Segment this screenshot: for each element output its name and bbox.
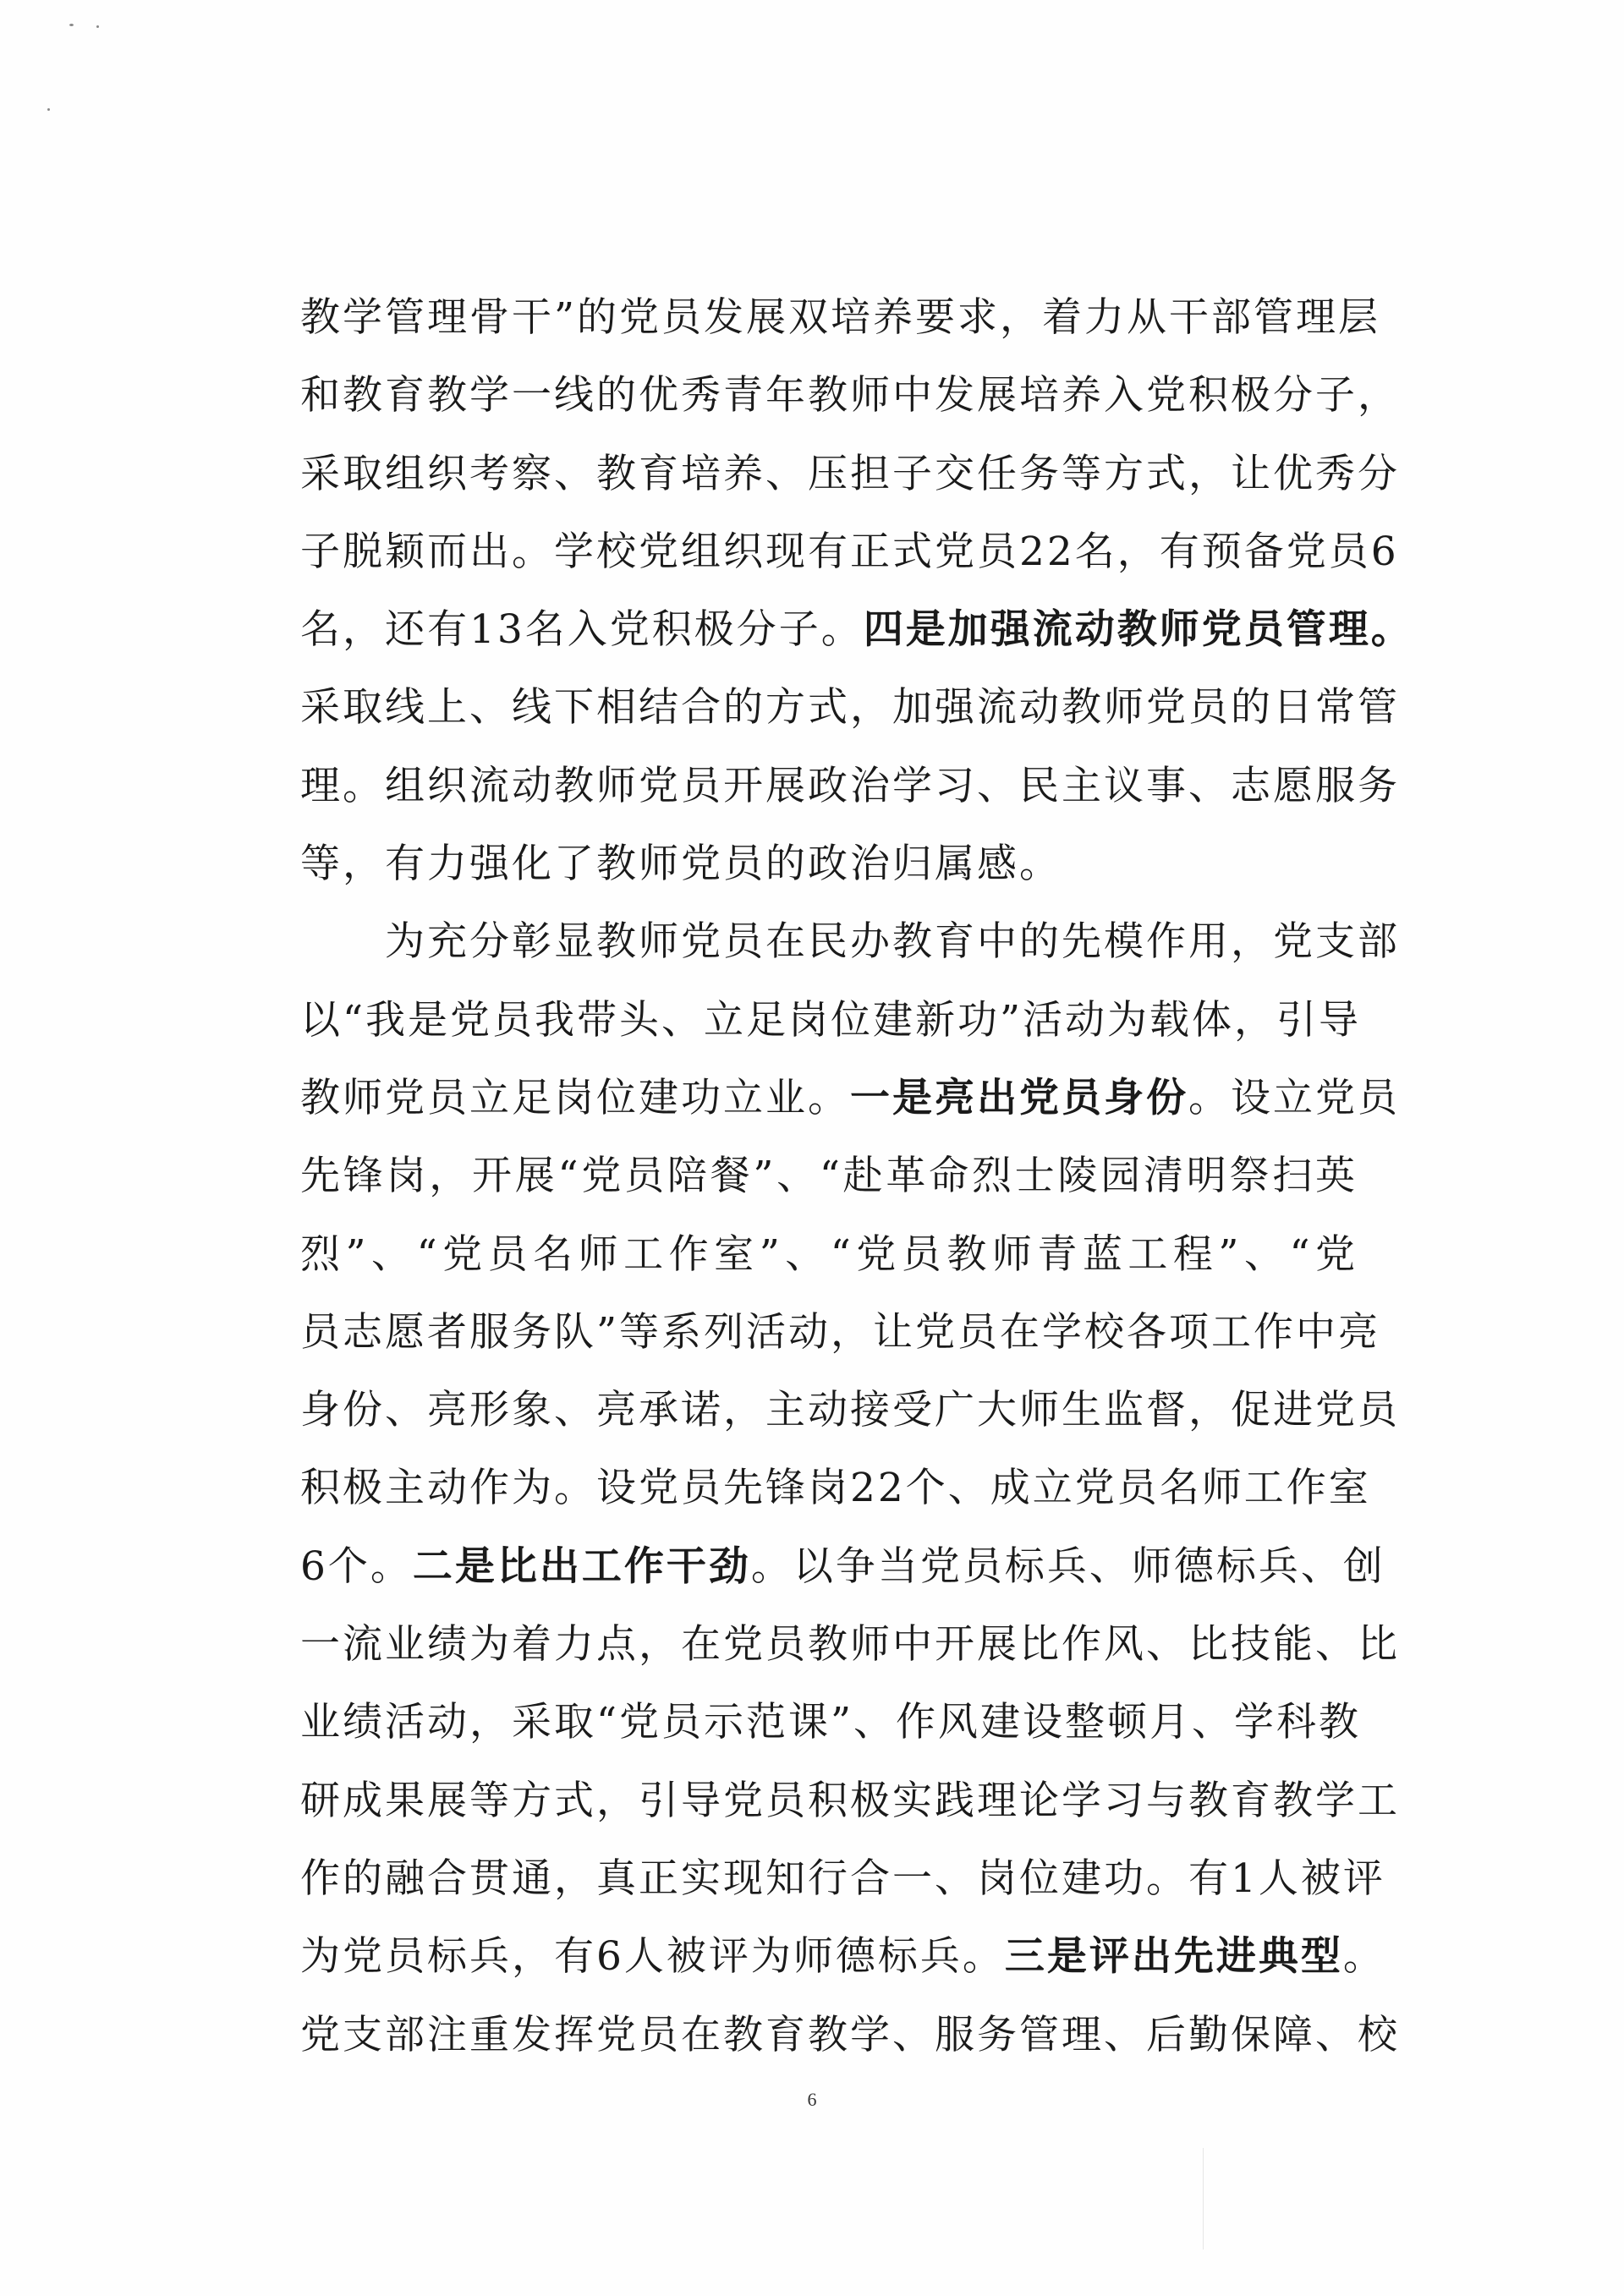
text-run: 烈”、“党员名师工作室”、“党员教师青蓝工程”、“党: [300, 1230, 1358, 1278]
scan-speck: [69, 24, 74, 26]
bold-heading-run: 四是加强流动教师党员管理。: [863, 606, 1413, 654]
text-run: 。设立党员: [1188, 1074, 1400, 1121]
text-line: [300, 1294, 1381, 1372]
text-line: [300, 1762, 1400, 1840]
text-line: [300, 903, 1400, 981]
text-line: [300, 1528, 1385, 1606]
text-run: 作的融合贯通，真正实现知行合一、岗位建功。有1人被评: [300, 1855, 1385, 1902]
text-line: [300, 1997, 1400, 2074]
text-run: 为充分彰显教师党员在民办教育中的先模作用，党支部: [385, 918, 1400, 966]
text-run: 等，有力强化了教师党员的政治归属感。: [300, 841, 1062, 888]
text-line: [300, 357, 1400, 435]
page-number: 6: [807, 2089, 817, 2110]
text-run: 教师党员立足岗位建功立业。: [300, 1074, 850, 1121]
text-line: [300, 1060, 1400, 1137]
document-body: [300, 279, 1413, 2074]
text-line: [300, 1918, 1385, 1996]
text-run: 子脱颖而出。学校党组织现有正式党员22名，有预备党员6: [300, 528, 1399, 575]
text-run: 为党员标兵，有6人被评为师德标兵。: [300, 1933, 1005, 1981]
scan-speck: [96, 25, 99, 28]
text-run: 。以争当党员标兵、师德标兵、创: [750, 1543, 1385, 1590]
scan-margin-line: [1203, 2148, 1204, 2249]
text-line: [300, 825, 1358, 903]
bold-heading-run: 三是评出先进典型: [1004, 1933, 1343, 1981]
text-run: 名，还有13名入党积极分子。: [300, 606, 864, 654]
text-run: 党支部注重发挥党员在教育教学、服务管理、后勤保障、校: [300, 2011, 1400, 2058]
text-run: 采取线上、线下相结合的方式，加强流动教师党员的日常管: [300, 684, 1400, 732]
text-run: 一流业绩为着力点，在党员教师中开展比作风、比技能、比: [300, 1621, 1400, 1669]
text-run: 理。组织流动教师党员开展政治学习、民主议事、志愿服务: [300, 762, 1400, 809]
text-run: 采取组织考察、教育培养、压担子交任务等方式，让优秀分: [300, 450, 1400, 497]
text-line: [300, 1606, 1400, 1684]
text-run: 身份、亮形象、亮承诺，主动接受广大师生监督，促进党员: [300, 1387, 1400, 1434]
text-run: 员志愿者服务队”等系列活动，让党员在学校各项工作中亮: [300, 1308, 1381, 1356]
text-line: [300, 1840, 1385, 1918]
text-line: [300, 279, 1381, 357]
text-run: 先锋岗，开展“党员陪餐”、“赴革命烈士陵园清明祭扫英: [300, 1153, 1358, 1200]
bold-heading-run: 一是亮出党员身份: [850, 1074, 1188, 1121]
text-run: 业绩活动，采取“党员示范课”、作风建设整顿月、学科教: [300, 1699, 1362, 1746]
text-line: [300, 748, 1400, 825]
text-line: [300, 513, 1399, 591]
text-line: [300, 591, 1413, 669]
text-line: [300, 982, 1362, 1060]
text-run: 教学管理骨干”的党员发展双培养要求，着力从干部管理层: [300, 294, 1381, 341]
text-line: [300, 1372, 1400, 1449]
text-line: [300, 1137, 1358, 1215]
text-line: [300, 1684, 1362, 1762]
bold-heading-run: 二是比出工作干劲: [412, 1543, 751, 1590]
text-run: 以“我是党员我带头、立足岗位建新功”活动为载体，引导: [300, 996, 1362, 1044]
text-run: 积极主动作为。设党员先锋岗22个、成立党员名师工作室: [300, 1465, 1371, 1512]
text-line: [300, 436, 1400, 513]
text-line: [300, 669, 1400, 747]
text-line: [300, 1216, 1358, 1294]
text-run: 研成果展等方式，引导党员积极实践理论学习与教育教学工: [300, 1777, 1400, 1824]
text-run: 6个。: [300, 1543, 413, 1590]
text-run: 和教育教学一线的优秀青年教师中发展培养入党积极分子，: [300, 372, 1400, 419]
text-line: [300, 1449, 1371, 1527]
text-run: 。: [1342, 1933, 1385, 1981]
scan-speck: [47, 108, 50, 111]
